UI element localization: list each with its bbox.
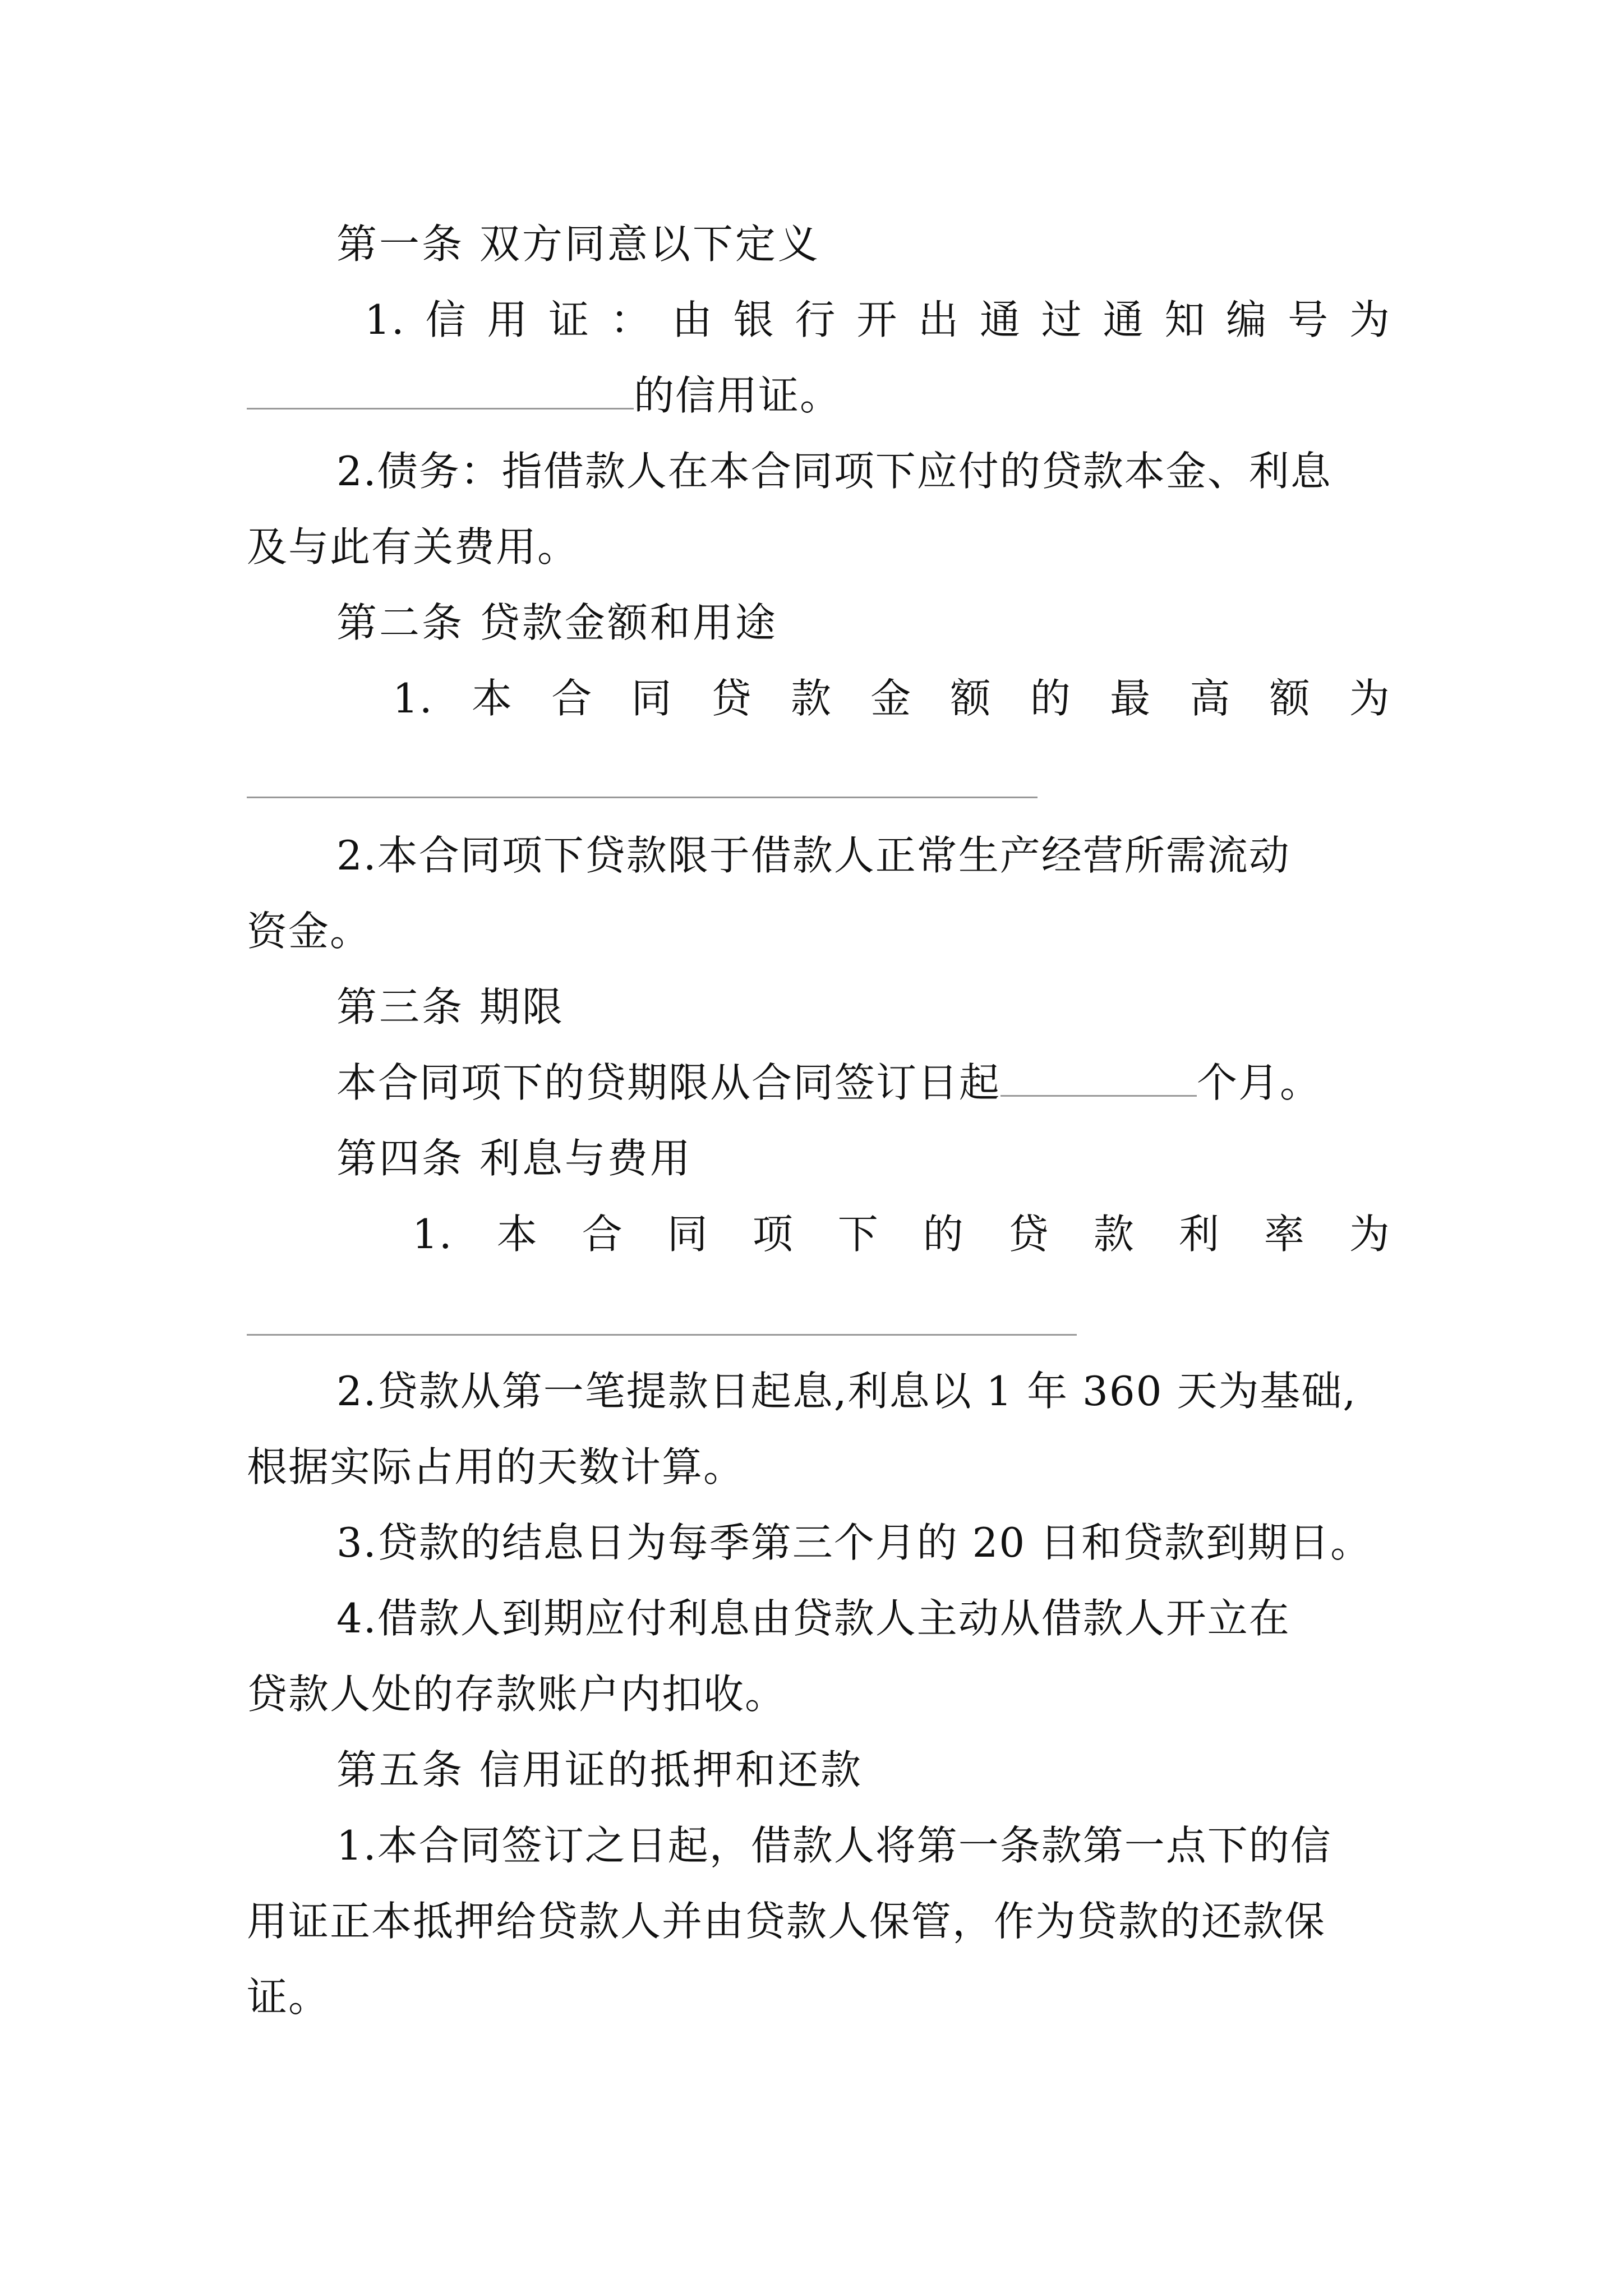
article-4-item-3: 3.贷款的结息日为每季第三个月的 20 日和贷款到期日。 [336, 1519, 1372, 1566]
justified-char: 高 [1189, 675, 1232, 722]
max-amount-blank[interactable] [247, 797, 1038, 798]
justified-char: 1. [393, 675, 434, 722]
article-1-item-1-tail [247, 367, 1391, 424]
justified-char: 率 [1264, 1211, 1306, 1258]
justified-char: 同 [631, 675, 673, 722]
justified-char: 款 [791, 675, 833, 722]
justified-char: 知 [1164, 296, 1206, 343]
justified-char: 贷 [711, 675, 753, 722]
justified-char: 用 [487, 296, 529, 343]
article-5-title: 第五条 信用证的抵押和还款 [336, 1746, 863, 1793]
justified-char: 项 [752, 1211, 794, 1258]
article-4-title: 第四条 利息与费用 [336, 1135, 693, 1182]
article-2-item-1 [393, 670, 1391, 726]
article-2-item-2-line-2: 资金。 [247, 908, 372, 955]
article-4-item-1 [412, 1206, 1391, 1262]
justified-char: 编 [1226, 296, 1268, 343]
article-3-text-a: 本合同项下的贷期限从合同签订日起 [336, 1059, 1001, 1106]
justified-char: 证 [548, 296, 591, 343]
justified-char: 开 [856, 296, 898, 343]
article-3-text-b: 个月。 [1197, 1059, 1322, 1106]
justified-char: 过 [1041, 296, 1083, 343]
justified-char: 1. [412, 1211, 453, 1258]
justified-char: 利 [1178, 1211, 1220, 1258]
justified-char: 1. [365, 296, 405, 343]
justified-char: 合 [582, 1211, 624, 1258]
article-1-item-2-line-2: 及与此有关费用。 [247, 523, 579, 570]
article-3-text [336, 1055, 1391, 1111]
article-2-item-2-line-1: 2.本合同项下贷款限于借款人正常生产经营所需流动 [336, 832, 1290, 879]
justified-char: 为 [1349, 675, 1391, 722]
article-1-item-1 [365, 292, 1391, 348]
justified-char: 金 [870, 675, 912, 722]
justified-char: 本 [496, 1211, 538, 1258]
article-5-item-1-line-3: 证。 [247, 1973, 330, 2021]
loan-term-blank[interactable] [1000, 1056, 1197, 1097]
article-4-item-2-line-2: 根据实际占用的天数计算。 [247, 1443, 745, 1490]
lc-number-blank[interactable] [247, 369, 634, 409]
justified-char: 银 [733, 296, 775, 343]
justified-char: 行 [795, 296, 837, 343]
justified-char: 由 [671, 296, 713, 343]
article-2-title: 第二条 贷款金额和用途 [336, 599, 778, 646]
justified-char: 通 [979, 296, 1021, 343]
justified-char: 出 [918, 296, 960, 343]
justified-char: 号 [1288, 296, 1330, 343]
justified-char: 最 [1110, 675, 1152, 722]
justified-char: 贷 [1008, 1211, 1050, 1258]
justified-char: 本 [471, 675, 513, 722]
justified-char: 信 [425, 296, 467, 343]
article-1-item-1-tail-text: 的信用证。 [634, 372, 842, 419]
article-1-title: 第一条 双方同意以下定义 [336, 220, 820, 268]
article-4-item-4-line-2: 贷款人处的存款账户内扣收。 [247, 1671, 787, 1718]
article-5-item-1-line-2: 用证正本抵押给贷款人并由贷款人保管，作为贷款的还款保 [247, 1898, 1326, 1945]
article-4-item-4-line-1: 4.借款人到期应付利息由贷款人主动从借款人开立在 [336, 1595, 1290, 1642]
justified-char: 的 [923, 1211, 965, 1258]
article-5-item-1-line-1: 1.本合同签订之日起，借款人将第一条款第一点下的信 [336, 1822, 1332, 1869]
justified-char: 款 [1093, 1211, 1135, 1258]
justified-char: 下 [837, 1211, 879, 1258]
justified-char: 为 [1349, 1211, 1391, 1258]
article-3-title: 第三条 期限 [336, 983, 565, 1030]
justified-char: 额 [1269, 675, 1311, 722]
interest-rate-blank[interactable] [247, 1334, 1077, 1336]
article-4-item-2-line-1: 2.贷款从第一笔提款日起息,利息以 1 年 360 天为基础, [336, 1368, 1357, 1415]
article-1-item-2-line-1: 2.债务：指借款人在本合同项下应付的贷款本金、利息 [336, 448, 1332, 495]
justified-char: 额 [950, 675, 992, 722]
justified-char: ： [610, 296, 652, 343]
justified-char: 同 [667, 1211, 709, 1258]
justified-char: 的 [1030, 675, 1072, 722]
justified-char: 为 [1349, 296, 1391, 343]
justified-char: 通 [1103, 296, 1145, 343]
justified-char: 合 [551, 675, 593, 722]
